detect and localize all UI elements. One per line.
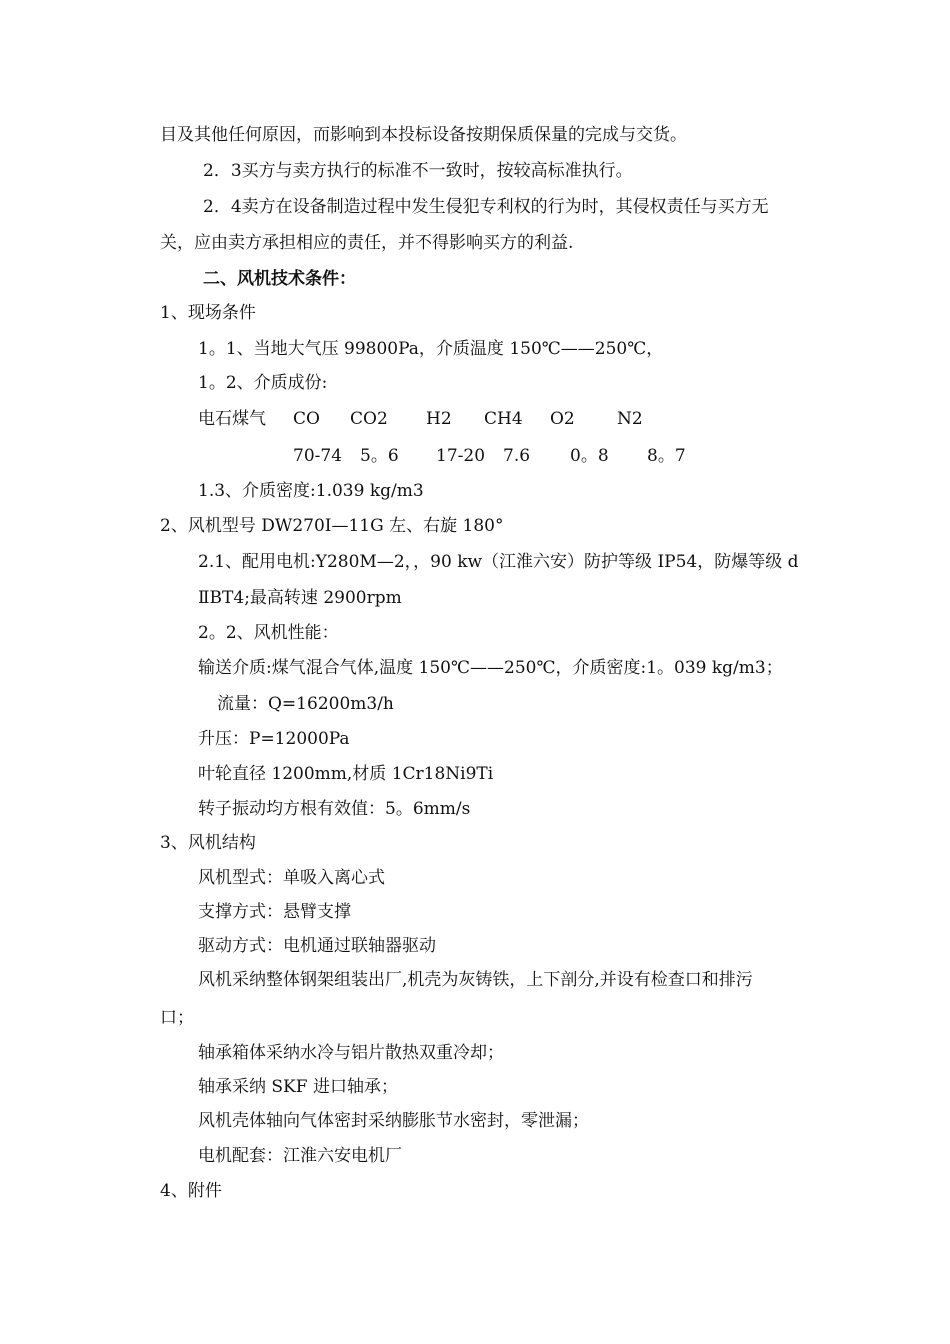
paragraph-line: ⅡBT4;最高转速 2900rpm <box>198 588 402 608</box>
composition-row-label: 电石煤气 <box>198 409 266 429</box>
subsection-heading: 4、附件 <box>160 1181 222 1201</box>
structure-item: 轴承箱体采纳水冷与铝片散热双重冷却； <box>198 1043 504 1063</box>
composition-value: 5。6 <box>360 446 399 466</box>
clause-2-4: 2．4卖方在设备制造过程中发生侵犯专利权的行为时，其侵权责任与买方无 <box>203 197 769 217</box>
composition-value: 17-20 <box>436 446 486 466</box>
composition-header: H2 <box>426 409 452 429</box>
composition-value: 7.6 <box>503 446 531 466</box>
composition-header: O2 <box>550 409 575 429</box>
structure-item: 风机型式：单吸入离心式 <box>198 868 385 888</box>
paragraph-line: 目及其他任何原因，而影响到本投标设备按期保质保量的完成与交货。 <box>160 125 687 145</box>
composition-value: 8。7 <box>647 446 686 466</box>
spec-medium: 输送介质:煤气混合气体,温度 150℃——250℃，介质密度:1。039 kg/m3； <box>198 658 783 678</box>
structure-item: 电机配套：江淮六安电机厂 <box>198 1146 402 1166</box>
composition-header: CO2 <box>350 409 388 429</box>
item-1-1: 1。1、当地大气压 99800Pa，介质温度 150℃——250℃， <box>198 339 664 359</box>
spec-flow: 流量：Q=16200m3/h <box>217 694 394 714</box>
spec-pressure: 升压：P=12000Pa <box>198 729 350 749</box>
composition-header: CO <box>293 409 320 429</box>
item-2-2: 2。2、风机性能： <box>198 623 339 643</box>
spec-vibration: 转子振动均方根有效值：5。6mm/s <box>198 799 471 819</box>
composition-header: CH4 <box>484 409 523 429</box>
composition-value: 70-74 <box>293 446 343 466</box>
structure-item: 风机壳体轴向气体密封采纳膨胀节水密封，零泄漏； <box>198 1111 589 1131</box>
clause-2-3: 2．3买方与卖方执行的标准不一致时，按较高标准执行。 <box>203 161 633 181</box>
composition-value: 0。8 <box>570 446 609 466</box>
item-1-3: 1.3、介质密度:1.039 kg/m3 <box>198 481 424 501</box>
structure-item: 风机采纳整体钢架组装出厂,机壳为灰铸铁，上下剖分,并设有检查口和排污 <box>198 970 753 990</box>
subsection-heading: 3、风机结构 <box>160 833 256 853</box>
item-2-1: 2.1、配用电机:Y280M—2，，90 kw（江淮六安）防护等级 IP54，防爆等级 d <box>198 552 799 572</box>
spec-impeller: 叶轮直径 1200mm,材质 1Cr18Ni9Ti <box>198 764 494 784</box>
paragraph-line: 口； <box>160 1008 194 1028</box>
structure-item: 轴承采纳 SKF 进口轴承； <box>198 1077 398 1097</box>
section-heading: 二、风机技术条件： <box>203 269 356 289</box>
composition-header: N2 <box>617 409 643 429</box>
subsection-heading: 1、现场条件 <box>160 303 256 323</box>
subsection-heading: 2、风机型号 DW270Ⅰ—11G 左、右旋 180° <box>160 516 504 536</box>
structure-item: 驱动方式：电机通过联轴器驱动 <box>198 936 436 956</box>
paragraph-line: 关，应由卖方承担相应的责任，并不得影响买方的利益. <box>160 233 574 253</box>
item-1-2: 1。2、介质成份: <box>198 373 328 393</box>
structure-item: 支撑方式：悬臂支撑 <box>198 902 351 922</box>
